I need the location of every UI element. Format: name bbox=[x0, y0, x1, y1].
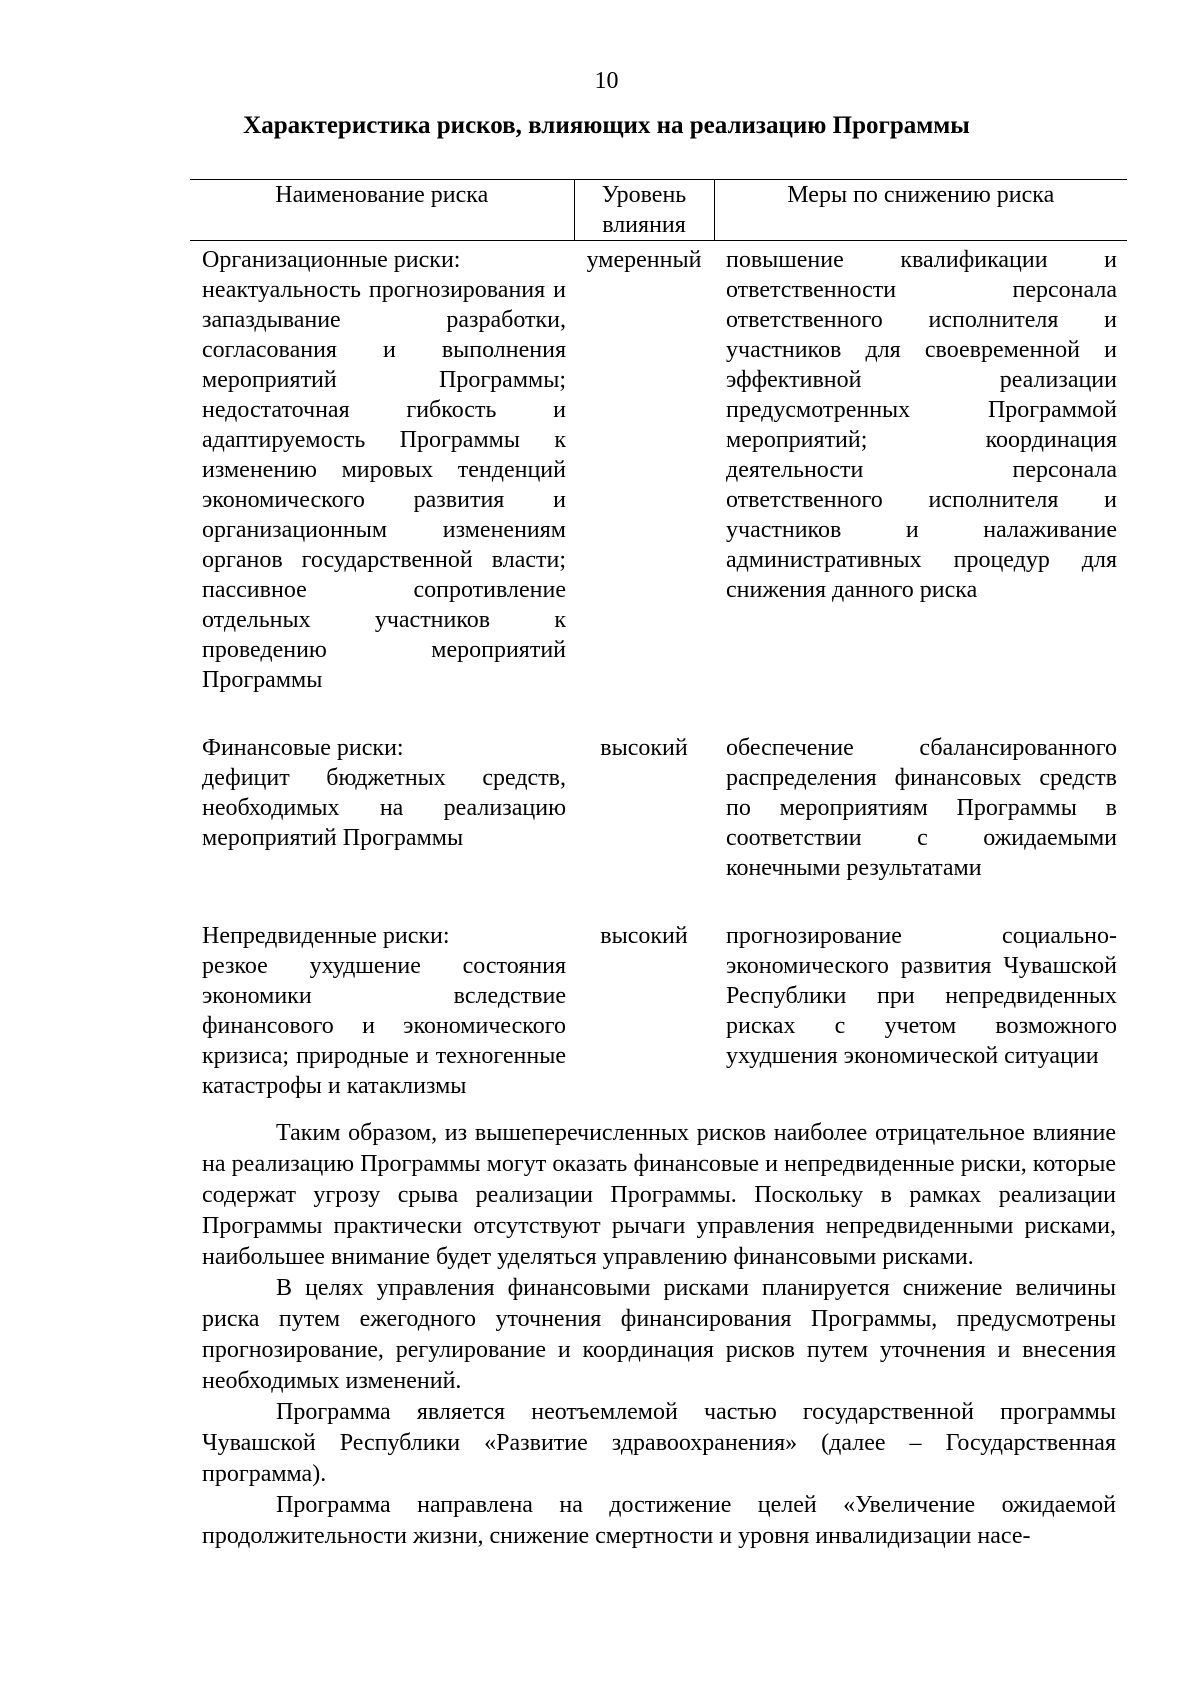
risk-category: Непредвиденные риски: bbox=[202, 923, 450, 949]
risk-level: высокий bbox=[600, 735, 688, 761]
table-row bbox=[190, 241, 1127, 696]
risk-name-cell bbox=[190, 883, 574, 1101]
risk-table bbox=[190, 179, 1127, 1101]
paragraph: Таким образом, из вышеперечисленных рисков наиболее отрицательное влияние на реализацию Программы могут оказать финансовые и непредвиденные риски, которые содержат угрозу срыва реализации Программы. Поскольку в рамках реализации Программы практически отсутствуют рычаги управления непредвиденными рисками, наибольшее внимание будет уделяться управлению финансовыми рисками. bbox=[202, 1120, 1116, 1270]
risk-measures: прогнозирование социально-экономического развития Чувашской Республики при непредвиденных рисках с учетом возможного ухудшения экономической ситуации bbox=[726, 923, 1117, 1069]
header-mitigation: Меры по снижению риска bbox=[714, 180, 1127, 241]
risk-measures: повышение квалификации и ответственности персонала ответственного исполнителя и участников для своевременной и эффективной реализации предусмотренных Программой мероприятий; координация деятельности персонала ответственного исполнителя и участников и налаживание административных процедур для снижения данного риска bbox=[726, 247, 1117, 603]
paragraph: В целях управления финансовыми рисками планируется снижение величины риска путем ежегодного уточнения финансирования Программы, предусмотрены прогнозирование, регулирование и координация рисков путем уточнения и внесения необходимых изменений. bbox=[202, 1275, 1116, 1394]
table-row bbox=[190, 695, 1127, 883]
table-row bbox=[190, 883, 1127, 1101]
paragraph: Программа является неотъемлемой частью государственной программы Чувашской Республики «Развитие здравоохранения» (далее – Государственная программа). bbox=[202, 1399, 1116, 1487]
paragraph: Программа направлена на достижение целей «Увеличение ожидаемой продолжительности жизни, снижение смертности и уровня инвалидизации насе- bbox=[202, 1492, 1116, 1549]
risk-level: умеренный bbox=[586, 247, 702, 273]
risk-description: неактуальность прогнозирования и запаздывание разработки, согласования и выполнения мероприятий Программы; недостаточная гибкость и адаптируемость Программы к изменению мировых тенденций экономического развития и организационным изменениям органов государственной власти; пассивное сопротивление отдельных участников к проведению мероприятий Программы bbox=[202, 277, 566, 693]
risk-level: высокий bbox=[600, 923, 688, 949]
risk-description: резкое ухудшение состояния экономики вследствие финансового и экономического кризиса; природные и техногенные катастрофы и катаклизмы bbox=[202, 953, 566, 1099]
risk-name-cell bbox=[190, 241, 574, 696]
risk-category: Организационные риски: bbox=[202, 247, 461, 273]
risk-measures: обеспечение сбалансированного распределения финансовых средств по мероприятиям Программы в соответствии с ожидаемыми конечными результатами bbox=[726, 735, 1117, 881]
page-title: Характеристика рисков, влияющих на реализацию Программы bbox=[243, 112, 970, 139]
risk-category: Финансовые риски: bbox=[202, 735, 404, 761]
risk-name-cell bbox=[190, 695, 574, 883]
page-number: 10 bbox=[594, 68, 619, 94]
header-impact-level: Уровень влияния bbox=[574, 180, 714, 241]
body-text bbox=[202, 1118, 1116, 1552]
table-header-row bbox=[190, 180, 1127, 241]
risk-description: дефицит бюджетных средств, необходимых на реализацию мероприятий Программы bbox=[202, 765, 566, 851]
header-risk-name: Наименование риска bbox=[190, 180, 574, 241]
